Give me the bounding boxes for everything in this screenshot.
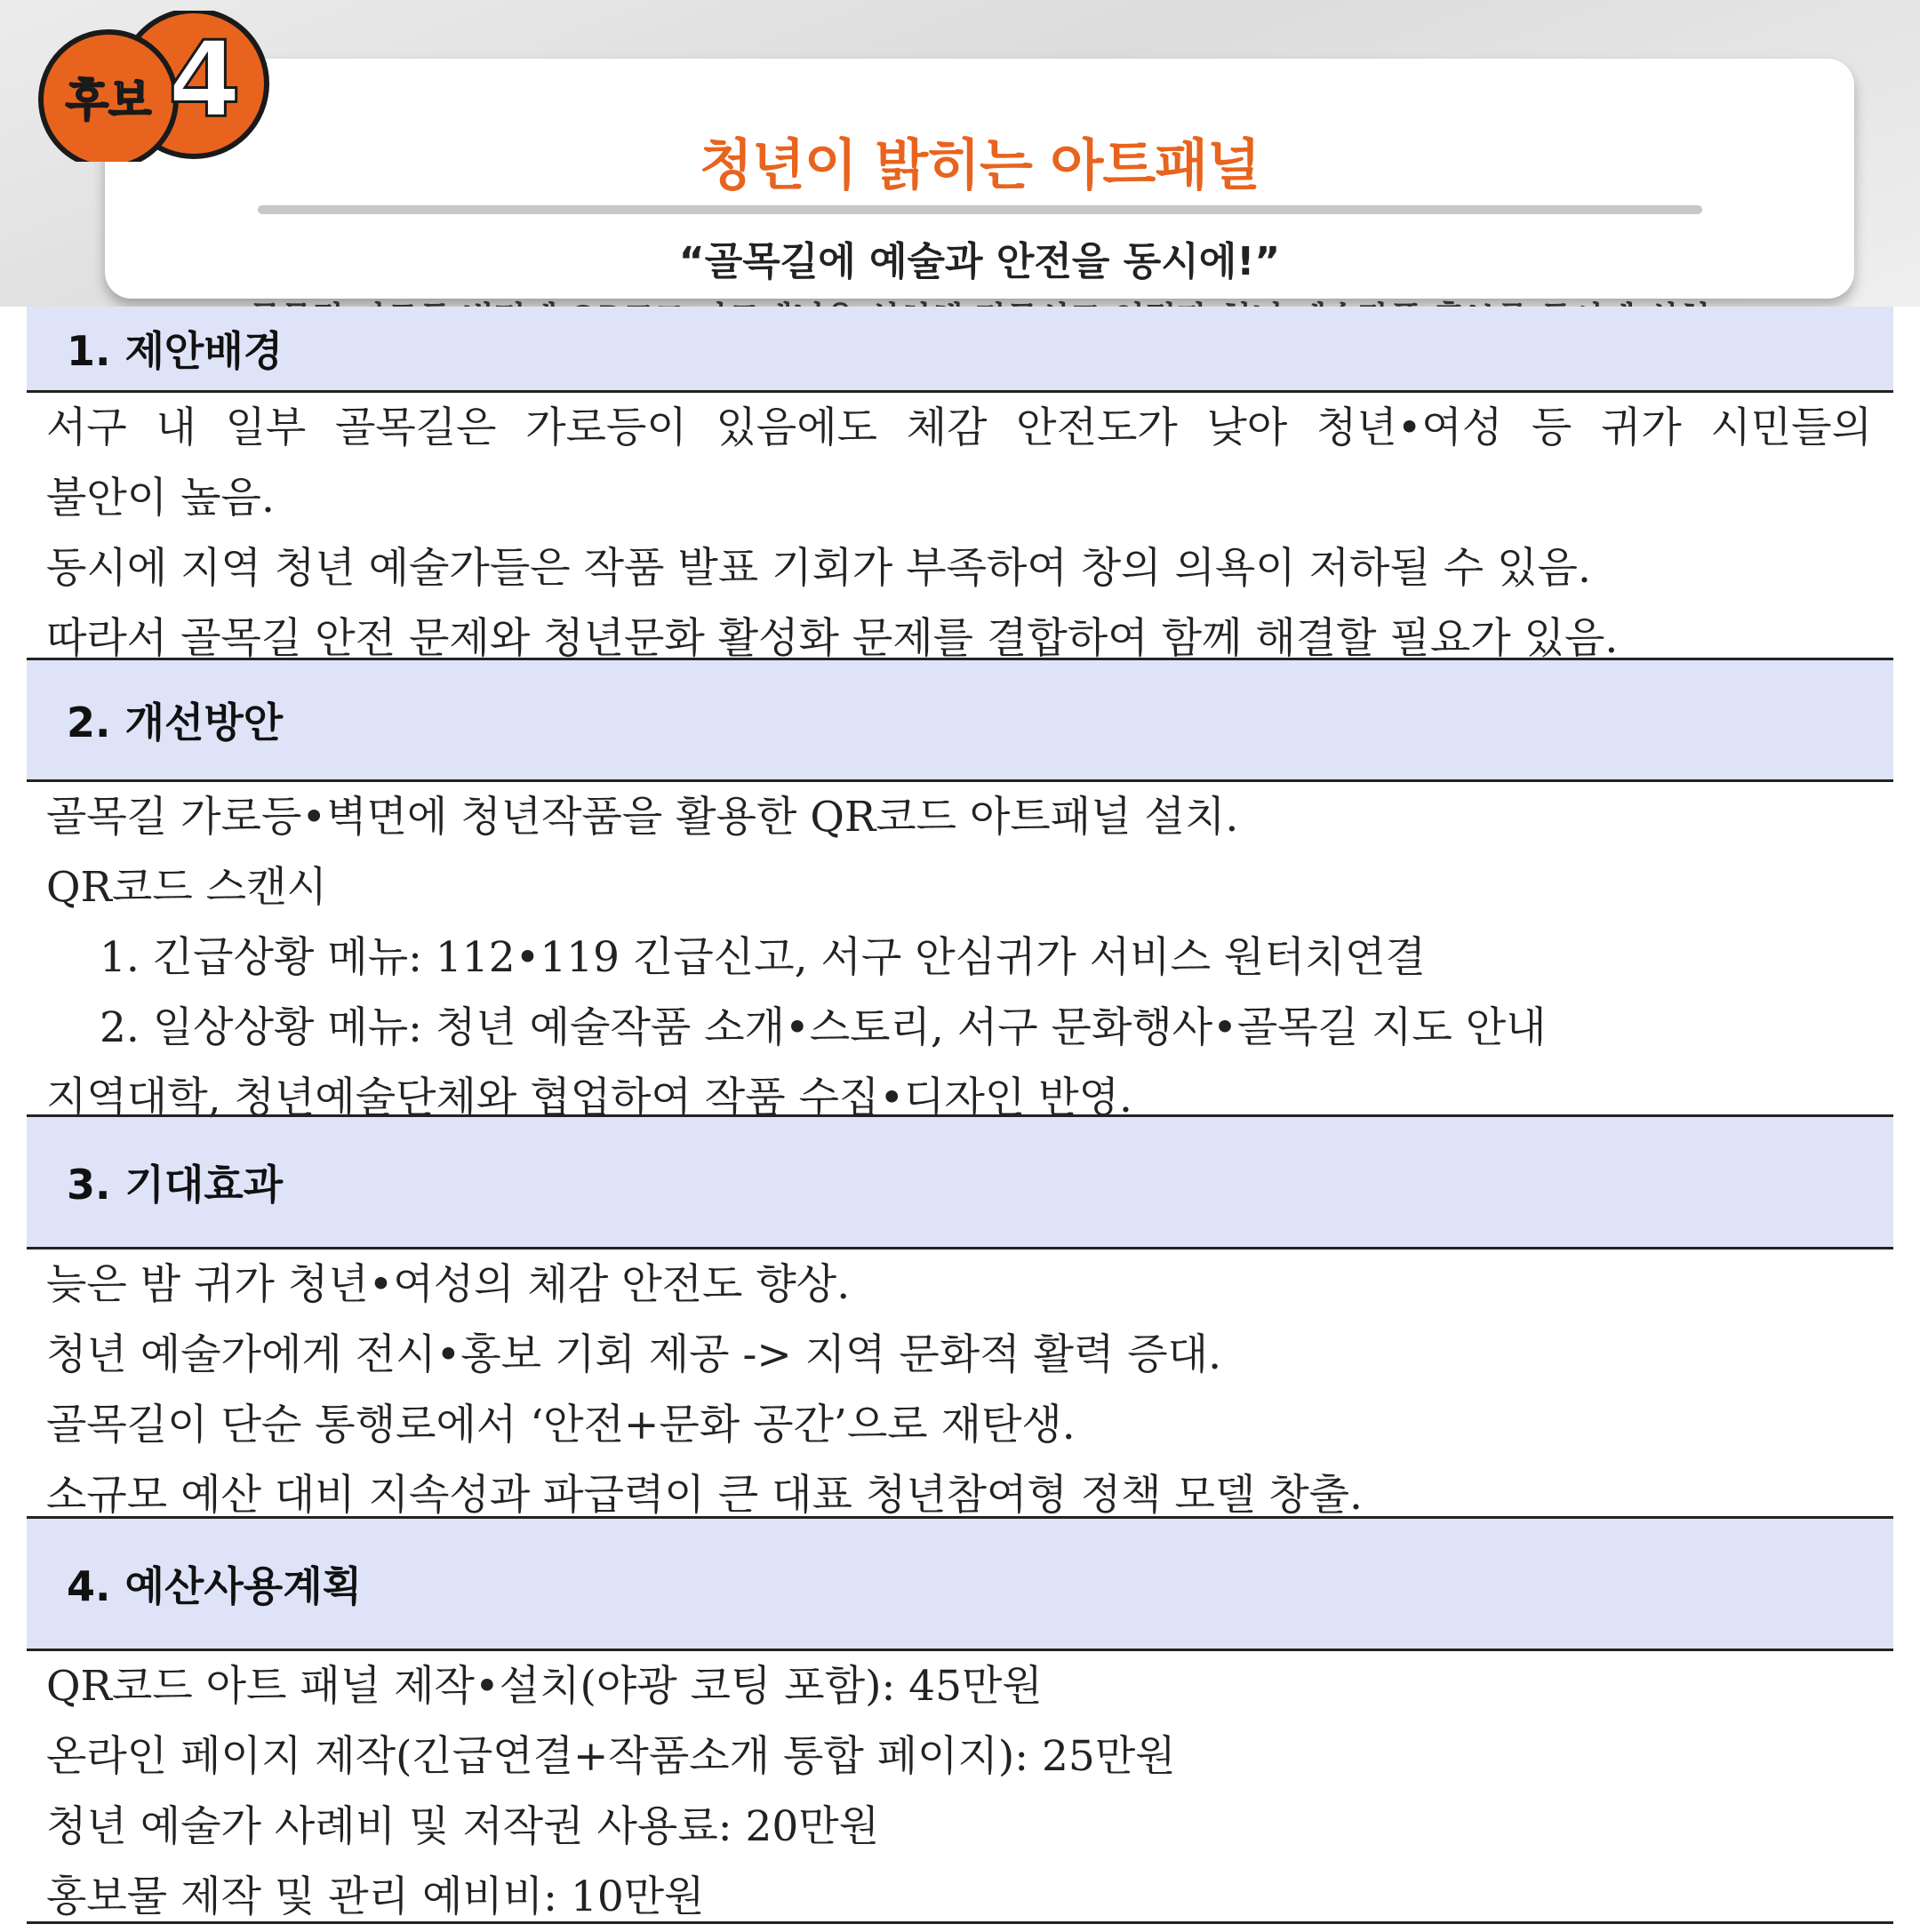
proposal-sections [27, 307, 1893, 1924]
section-heading-budget: 4. 예산사용계획 [27, 1519, 1893, 1651]
background-line: 따라서 골목길 안전 문제와 청년문화 활성화 문제를 결합하여 함께 해결할 필요가 있음. [46, 614, 1619, 663]
section-background-body [27, 393, 1893, 663]
background-line: 동시에 지역 청년 예술가들은 작품 발표 기회가 부족하여 창의 의욕이 저하될 수 있음. [46, 544, 1591, 593]
budget-line: 청년 예술가 사례비 및 저작권 사용료: 20만원 [46, 1802, 880, 1851]
budget-line: 온라인 페이지 제작(긴급연결+작품소개 통합 페이지): 25만원 [46, 1732, 1176, 1781]
effects-line: 소규모 예산 대비 지속성과 파급력이 큰 대표 청년참여형 정책 모델 창출. [46, 1471, 1363, 1520]
title-divider [258, 205, 1702, 214]
improvement-line: 2. 일상상황 메뉴: 청년 예술작품 소개•스토리, 서구 문화행사•골목길 지도 안내 [100, 1003, 1547, 1052]
section-effects-body [27, 1249, 1893, 1519]
improvement-line: 지역대학, 청년예술단체와 협업하여 작품 수집•디자인 반영. [46, 1074, 1132, 1122]
section-heading-improvement: 2. 개선방안 [27, 660, 1893, 782]
section-budget-body [27, 1651, 1893, 1924]
effects-line: 골목길이 단순 통행로에서 ‘안전+문화 공간’으로 재탄생. [46, 1401, 1076, 1449]
improvement-line: 골목길 가로등•벽면에 청년작품을 활용한 QR코드 아트패널 설치. [46, 793, 1239, 842]
title-card [105, 59, 1854, 299]
section-heading-background: 1. 제안배경 [27, 307, 1893, 393]
effects-line: 청년 예술가에게 전시•홍보 기회 제공 -> 지역 문화적 활력 증대. [46, 1330, 1222, 1379]
improvement-line: 1. 긴급상황 메뉴: 112•119 긴급신고, 서구 안심귀가 서비스 원터치연결 [100, 933, 1426, 982]
section-improvement-body [27, 782, 1893, 1122]
badge-label: 후보 [65, 75, 152, 126]
background-line: 불안이 높음. [46, 474, 275, 523]
badge-number: 4 [167, 18, 242, 140]
proposal-slogan: “골목길에 예술과 안전을 동시에!” [678, 239, 1281, 284]
background-line: 서구 내 일부 골목길은 가로등이 있음에도 체감 안전도가 낮아 청년•여성 등 귀가 시민들의 [46, 403, 1872, 452]
effects-line: 늦은 밤 귀가 청년•여성의 체감 안전도 향상. [46, 1260, 851, 1309]
proposal-title: 청년이 밝히는 아트패널 [699, 132, 1260, 197]
budget-line: 홍보물 제작 및 관리 예비비: 10만원 [46, 1872, 705, 1921]
candidate-badge [36, 11, 274, 162]
improvement-line: QR코드 스캔시 [46, 863, 327, 912]
budget-line: QR코드 아트 패널 제작•설치(야광 코팅 포함): 45만원 [46, 1662, 1043, 1711]
section-heading-effects: 3. 기대효과 [27, 1117, 1893, 1249]
